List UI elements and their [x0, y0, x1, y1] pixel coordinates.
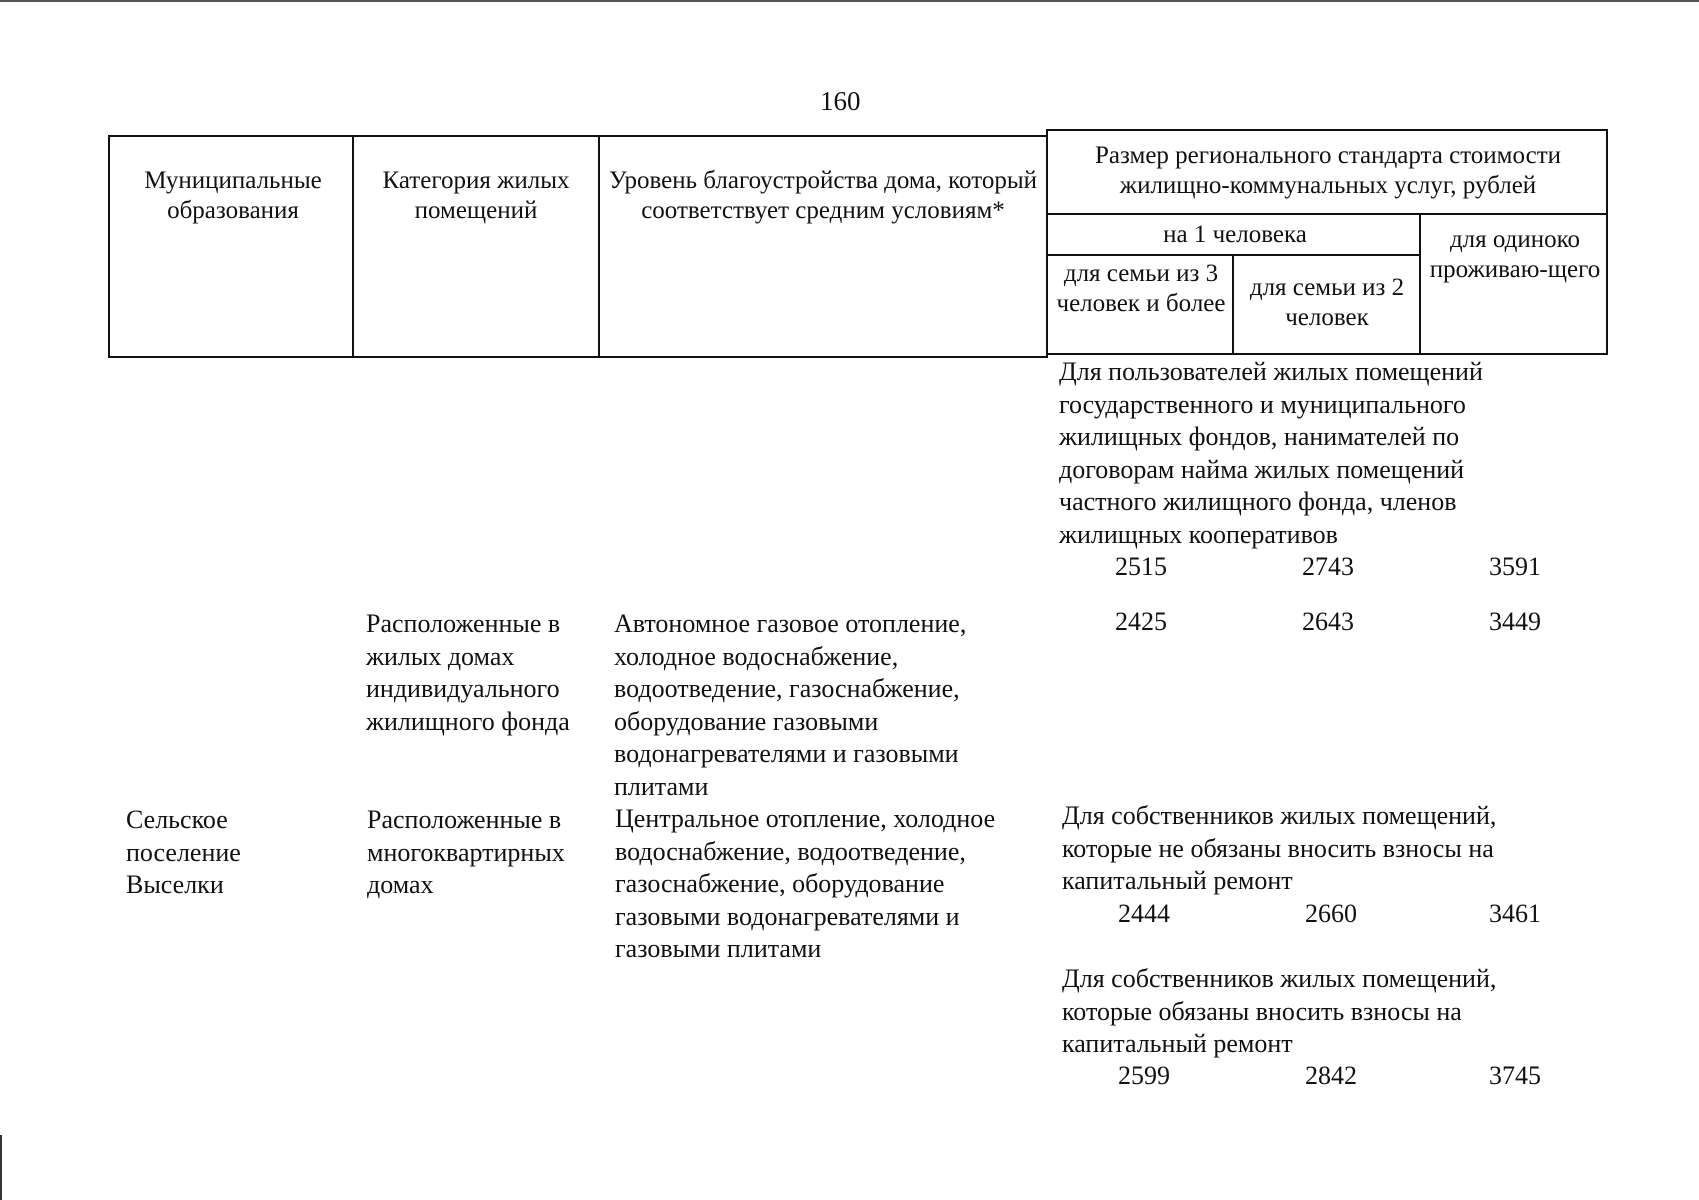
caption-line: частного жилищного фонда, членов	[1059, 487, 1457, 516]
header-bottom-border-left	[108, 356, 1046, 358]
owners-liable-single-value: 3745	[1489, 1061, 1541, 1090]
section-owners-liable-caption	[1062, 963, 1496, 1061]
header-single: для одиноко проживаю-щего	[1429, 226, 1601, 283]
individual-category	[366, 608, 570, 738]
municipality-line: Выселки	[126, 870, 224, 899]
header-bottom-border-right	[1046, 353, 1608, 355]
caption-line: Для собственников жилых помещений,	[1062, 964, 1497, 993]
level-line: плитами	[614, 771, 709, 801]
individual-level	[614, 608, 966, 803]
level-line: водонагревателями и газовыми	[614, 739, 959, 768]
apartment-category	[367, 804, 565, 902]
caption-line: капитальный ремонт	[1062, 866, 1293, 895]
individual-family3-value: 2425	[1115, 607, 1167, 636]
caption-line: капитальный ремонт	[1062, 1029, 1293, 1058]
level-line: водоотведение, газоснабжение,	[614, 674, 960, 703]
header-left-border	[108, 135, 110, 358]
level-line: газовыми плитами	[615, 934, 822, 963]
header-family-3: для семьи из 3 человек и более	[1056, 260, 1226, 317]
owners-exempt-family2-value: 2660	[1305, 899, 1357, 928]
municipality-line: поселение	[126, 837, 241, 867]
caption-line: жилищных фондов, нанимателей по	[1059, 422, 1460, 451]
individual-family2-value: 2643	[1302, 607, 1354, 636]
page-top-rule	[0, 0, 1699, 2]
header-family-2: для семьи из 2 человек	[1249, 274, 1405, 331]
category-line: домах	[367, 870, 434, 899]
caption-line: Для пользователей жилых помещений	[1059, 357, 1483, 386]
category-line: жилищного фонда	[366, 706, 570, 736]
page-number: 160	[820, 86, 861, 116]
level-line: газоснабжение, оборудование	[615, 869, 945, 898]
header-sub-vline-1	[1232, 254, 1234, 355]
level-line: холодное водоснабжение,	[614, 641, 899, 671]
page-edge-mark	[0, 1135, 2, 1200]
section-owners-exempt-caption	[1062, 800, 1496, 898]
section-tenants-caption	[1059, 356, 1483, 551]
header-col-sep-3	[1046, 129, 1048, 358]
caption-line: жилищных кооперативов	[1059, 519, 1338, 549]
header-top-border-left	[108, 135, 1048, 137]
header-col-sep-1	[352, 135, 354, 358]
caption-line: которые обязаны вносить взносы на	[1062, 996, 1462, 1026]
level-line: газовыми водонагревателями и	[615, 901, 960, 931]
header-sub-vline-2	[1419, 213, 1421, 355]
caption-line: государственного и муниципального	[1059, 389, 1466, 419]
header-top-border-right	[1046, 129, 1608, 131]
caption-line: Для собственников жилых помещений,	[1062, 801, 1497, 830]
individual-single-value: 3449	[1489, 607, 1541, 636]
table-header	[108, 133, 1608, 357]
category-line: Расположенные в	[366, 609, 561, 638]
level-line: Центральное отопление, холодное	[615, 804, 996, 833]
caption-line: договорам найма жилых помещений	[1059, 454, 1465, 484]
tenants-family2-value: 2743	[1302, 552, 1354, 581]
category-line: Расположенные в	[367, 805, 562, 834]
level-line: оборудование газовыми	[614, 706, 879, 736]
category-line: многоквартирных	[367, 837, 565, 867]
municipality-name	[126, 804, 241, 902]
owners-liable-family2-value: 2842	[1305, 1061, 1357, 1090]
header-level: Уровень благоустройства дома, который соответствует средним условиям*	[609, 167, 1037, 224]
header-category: Категория жилых помещений	[382, 167, 570, 224]
tenants-single-value: 3591	[1489, 552, 1541, 581]
owners-liable-family3-value: 2599	[1118, 1061, 1170, 1090]
header-sub-hline-1	[1046, 213, 1608, 215]
tenants-family3-value: 2515	[1115, 552, 1167, 581]
owners-exempt-family3-value: 2444	[1118, 899, 1170, 928]
header-size: Размер регионального стандарта стоимости жилищно-коммунальных услуг, рублей	[1094, 142, 1562, 199]
header-municipal: Муниципальные образования	[144, 167, 322, 224]
owners-exempt-single-value: 3461	[1489, 899, 1541, 928]
caption-line: которые не обязаны вносить взносы на	[1062, 833, 1494, 863]
header-right-border	[1606, 129, 1608, 355]
municipality-line: Сельское	[126, 805, 228, 834]
header-per-person: на 1 человека	[1163, 221, 1307, 248]
category-line: жилых домах	[366, 641, 515, 671]
apartment-level	[615, 803, 995, 966]
header-col-sep-2	[598, 135, 600, 358]
level-line: водоснабжение, водоотведение,	[615, 836, 966, 866]
level-line: Автономное газовое отопление,	[614, 609, 967, 638]
category-line: индивидуального	[366, 674, 560, 703]
